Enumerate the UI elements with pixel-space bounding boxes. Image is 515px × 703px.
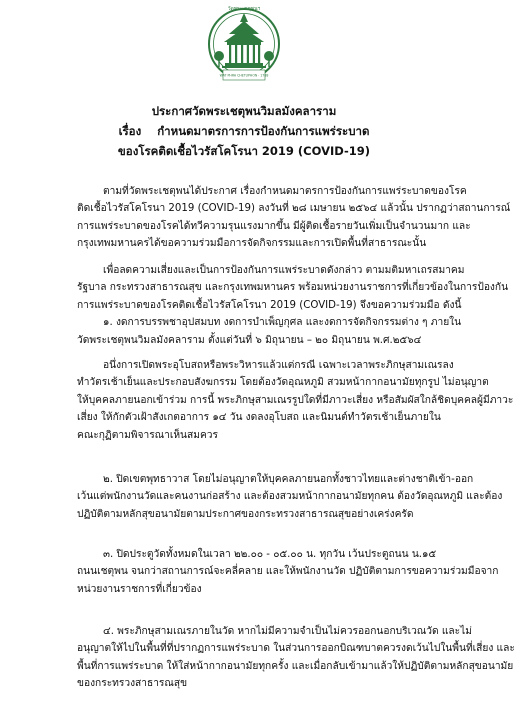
text-line: เพื่อลดความเสี่ยงและเป็นการป้องกันการแพร่ระบาดดังกล่าว ตามมติมหาเถรสมาคม [103, 265, 465, 276]
text-line: ตามที่วัดพระเชตุพนได้ประกาศ เรื่องกำหนดมาตรการป้องกันการแพร่ระบาดของโรค [103, 186, 467, 197]
subject-line [0, 123, 488, 141]
text-line: เสี่ยง ให้กักตัวเฝ้าสังเกตอาการ ๑๔ วัน งดลงอุโบสถ และนิมนต์ทำวัตรเช้าเย็นภายใน [77, 412, 441, 424]
text-line: เว้นแต่พนักงานวัดและคนงานก่อสร้าง และต้องสวมหน้ากากอนามัยทุกคน ต้องวัดอุณหภูมิ และต้อง [77, 491, 503, 503]
subject-line-2: ของโรคติดเชื้อไวรัสโคโรนา 2019 (COVID-19) [117, 144, 371, 158]
text-line: ปฏิบัติตามหลักสุขอนามัยตามประกาศของกระทรวงสาธารณสุขอย่างเคร่งครัด [77, 508, 414, 520]
text-line: หน่วยงานราชการที่เกี่ยวข้อง [77, 583, 202, 595]
announcement-title: ประกาศวัดพระเชตุพนวิมลมังคลาราม [151, 104, 337, 118]
text-line: ของกระทรวงสาธารณสุข [77, 678, 188, 690]
text-line: ๑. งดการบรรพชาอุปสมบท งดการบำเพ็ญกุศล และงดการจัดกิจกรรมต่าง ๆ ภายใน [103, 317, 462, 329]
seal-bottom-text: WAT PHRA CHETUPHON · 1788 [219, 73, 269, 78]
text-line: ติดเชื้อไวรัสโคโรนา 2019 (COVID-19) ลงวันที่ ๒๘ เมษายน ๒๕๖๔ แล้วนั้น ปรากฏว่าสถานการณ์ [77, 203, 511, 215]
text-line: อนึ่งการเปิดพระอุโบสถหรือพระวิหารแล้วแต่กรณี เฉพาะเวลาพระภิกษุสามเณรลง [103, 360, 454, 371]
paragraph-ordination-note [77, 357, 514, 444]
text-line: ๔. พระภิกษุสามเณรภายในวัด หากไม่มีความจำเป็นไม่ควรออกนอกบริเวณวัด และไม่ [103, 626, 472, 637]
text-line: พื้นที่การแพร่ระบาด ให้ใส่หน้ากากอนามัยทุกครั้ง และเมื่อกลับเข้ามาแล้วให้ปฏิบัติตามหลักสุขอนามัย [77, 660, 514, 672]
paragraph-measure-3 [77, 546, 499, 598]
text-line: ทำวัตรเช้าเย็นและประกอบสังฆกรรม โดยต้องวัดอุณหภูมิ สวมหน้ากากอนามัยทุกรูป ไม่อนุญาต [77, 377, 489, 389]
text-line: คณะกุฏิตามพิจารณาเห็นสมควร [77, 429, 218, 441]
text-line: อนุญาตให้ไปในพื้นที่ที่ปรากฏการแพร่ระบาด ในส่วนการออกบิณฑบาตควรงดเว้นไปในพื้นที่เสี่ยง และ [77, 643, 515, 655]
seal-top-text: วัดพระเชตุพนฯ [227, 5, 261, 12]
text-line: การแพร่ระบาดของโรคติดเชื้อไวรัสโคโรนา 2019 (COVID-19) จึงขอความร่วมมือ ดังนี้ [77, 299, 462, 311]
subject-text: กำหนดมาตรการการป้องกันการแพร่ระบาด [157, 124, 370, 138]
paragraph-intro [77, 183, 511, 253]
text-line: ถนนเชตุพน จนกว่าสถานการณ์จะคลี่คลาย และให้พนักงานวัด ปฏิบัติตามการขอความร่วมมือจาก [77, 566, 499, 578]
text-line: ๓. ปิดประตูวัดทั้งหมดในเวลา ๒๒.๐๐ - ๐๕.๐๐ น. ทุกวัน เว้นประตูถนน น.๑๕ [103, 549, 437, 560]
text-line: กรุงเทพมหานครได้ขอความร่วมมือการจัดกิจกรรมและการเปิดพื้นที่สาธารณะนั้น [77, 238, 427, 250]
text-line: ๒. ปิดเขตพุทธาวาส โดยไม่อนุญาตให้บุคคลภายนอกทั้งชาวไทยและต่างชาติเข้า-ออก [103, 474, 474, 485]
text-line: การแพร่ระบาดของโรคได้ทวีความรุนแรงมากขึ้น มีผู้ติดเชื้อรายวันเพิ่มเป็นจำนวนมาก และ [77, 220, 471, 232]
text-line: ให้บุคคลภายนอกเข้าร่วม การนี้ พระภิกษุสามเณรรูปใดที่มีภาวะเสี่ยง หรือสัมผัสใกล้ชิดบุคคลผู้มีภาวะ [77, 394, 514, 406]
text-line: รัฐบาล กระทรวงสาธารณสุข และกรุงเทพมหานคร พร้อมหน่วยงานราชการที่เกี่ยวข้องในการป้องกัน [77, 282, 509, 294]
text-line: วัดพระเชตุพนวิมลมังคลาราม ตั้งแต่วันที่ ๖ มิถุนายน – ๒๐ มิถุนายน พ.ศ.๒๕๖๔ [77, 334, 422, 346]
subject-label: เรื่อง [118, 124, 142, 138]
paragraph-measure-2 [77, 471, 503, 523]
temple-seal-icon [207, 4, 281, 90]
paragraph-measures-intro [77, 262, 509, 349]
paragraph-measure-4 [77, 623, 515, 693]
